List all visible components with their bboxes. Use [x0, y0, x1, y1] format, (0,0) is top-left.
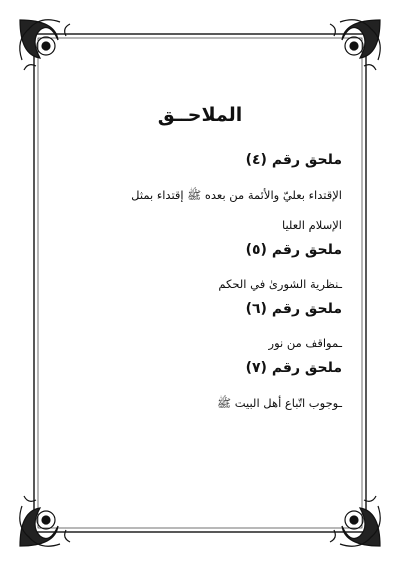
appendix-heading-7: ملحق رقم (٧)	[245, 360, 342, 376]
appendix-5-line-1: ـنظرية الشورىٰ في الحكم	[218, 277, 342, 291]
corner-ornament-top-left	[20, 20, 70, 70]
corner-ornament-bottom-right	[330, 496, 380, 546]
corner-ornament-bottom-left	[20, 496, 70, 546]
appendix-heading-6: ملحق رقم (٦)	[245, 301, 342, 317]
appendix-6-line-1: ـمواقف من نور	[268, 336, 342, 350]
corner-ornament-top-right	[330, 20, 380, 70]
appendix-7-line-1: ـوجوب اتّباع أهل البيت ﷺ	[217, 396, 342, 410]
appendix-4-line-1: الإقتداء بعليّ والأئمة من بعده ﷺ إقتداء بمثل	[131, 188, 342, 202]
page-title: الملاحــق	[157, 104, 243, 126]
appendix-4-line-2: الإسلام العليا	[281, 218, 342, 232]
appendix-heading-5: ملحق رقم (٥)	[245, 242, 342, 258]
appendix-heading-4: ملحق رقم (٤)	[245, 152, 342, 168]
